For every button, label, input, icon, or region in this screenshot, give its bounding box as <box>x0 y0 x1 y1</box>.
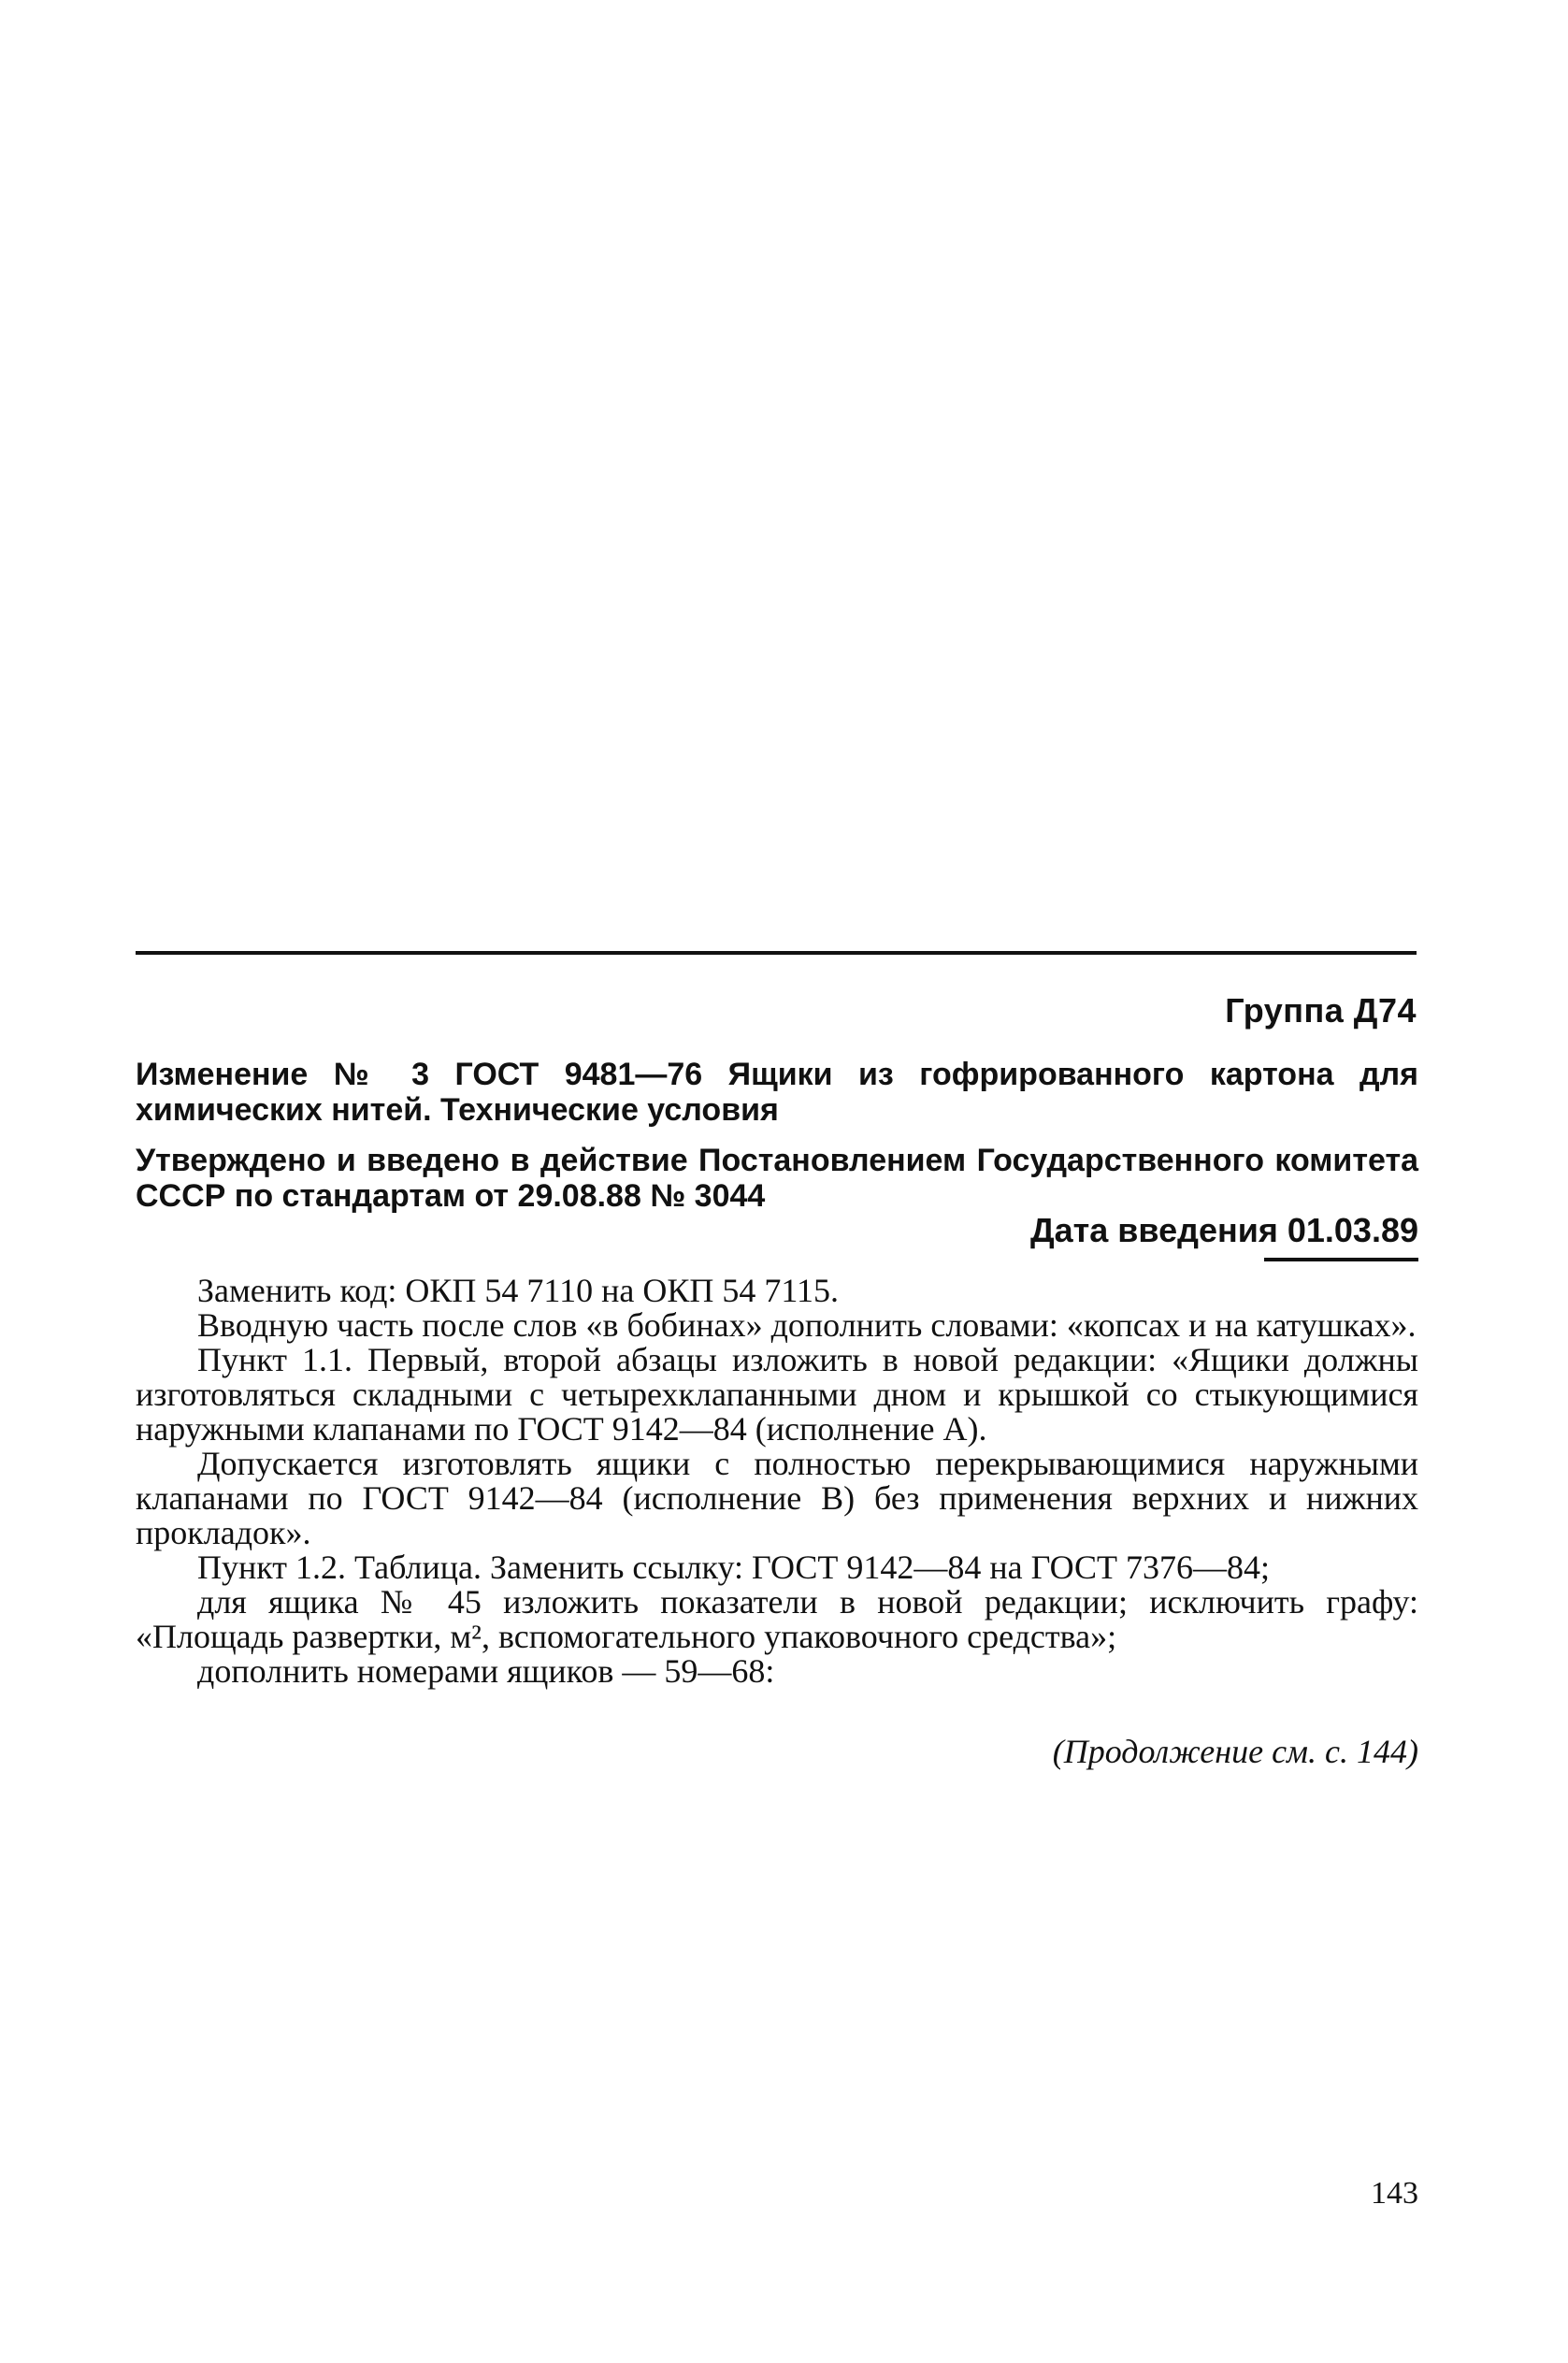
paragraph-box-numbers: дополнить номерами ящиков — 59—68: <box>197 1652 775 1690</box>
document-body <box>136 1274 1418 1689</box>
continued-note: (Продолжение см. с. 144) <box>1052 1733 1418 1770</box>
paragraph-code-replacement: Заменить код: ОКП 54 7110 на ОКП 54 7115. <box>197 1272 839 1309</box>
paragraph-item-1-2: Пункт 1.2. Таблица. Заменить ссылку: ГОСТ 9142—84 на ГОСТ 7376—84; <box>197 1549 1271 1586</box>
paragraph-allowed-option: Допускается изготовлять ящики с полностью перекрывающимися наружными клапанами по ГОСТ 9142—84 (исполнение В) без применения верхних и нижних прокладок». <box>136 1445 1418 1551</box>
page-number: 143 <box>1371 2176 1418 2211</box>
top-divider <box>136 951 1417 955</box>
date-underline <box>1264 1258 1418 1261</box>
paragraph-item-1-1: Пункт 1.1. Первый, второй абзацы изложить в новой редакции: «Ящики должны изготовляться складными с четырехклапанными дном и крышкой со стыкующимися наружными клапанами по ГОСТ 9142—84 (исполнение А). <box>136 1341 1418 1448</box>
change-title: Изменение № 3 ГОСТ 9481—76 Ящики из гофрированного картона для химических нитей. Технические условия <box>136 1057 1418 1128</box>
paragraph-box-45: для ящика № 45 изложить показатели в новой редакции; исключить графу: «Площадь развертки, м², вспомогательного упаковочного средства»; <box>136 1583 1418 1655</box>
paragraph-intro-addition: Вводную часть после слов «в бобинах» дополнить словами: «копсах и на катушках». <box>197 1306 1417 1344</box>
approval-statement: Утверждено и введено в действие Постановлением Государственного комитета СССР по стандартам от 29.08.88 № 3044 <box>136 1143 1418 1214</box>
introduction-date: Дата введения 01.03.89 <box>1029 1211 1418 1249</box>
group-code: Группа Д74 <box>1225 991 1417 1030</box>
